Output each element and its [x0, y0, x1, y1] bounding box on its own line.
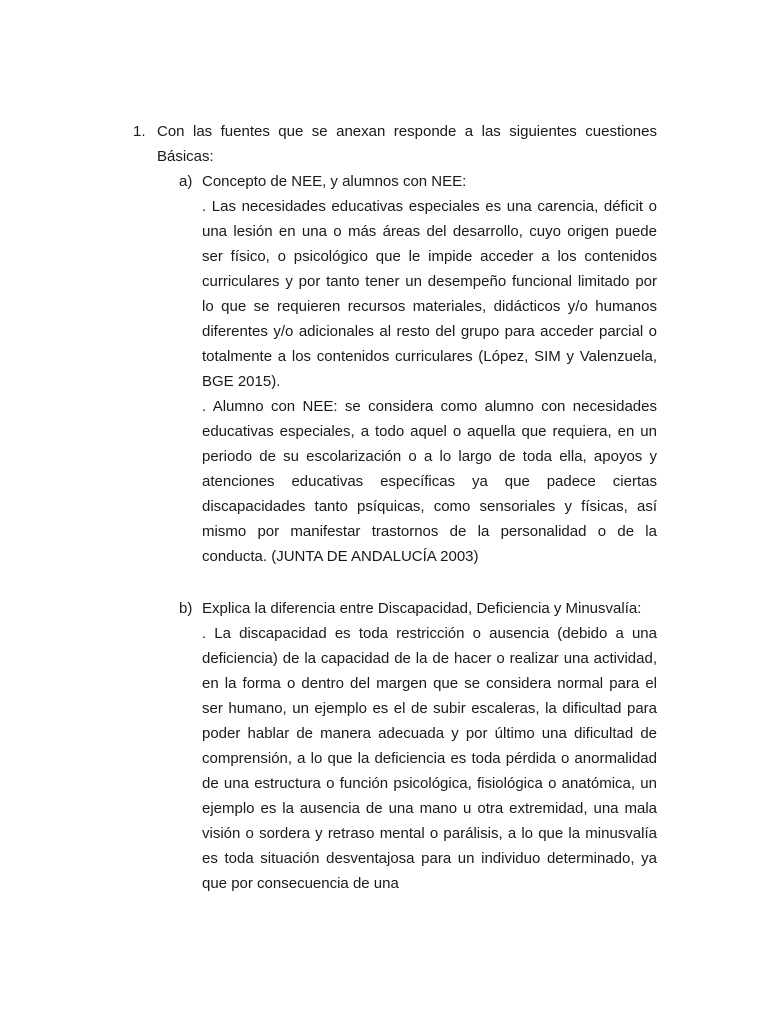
sub-item-b-paragraph-1: . La discapacidad es toda restricción o ausencia (debido a una deficiencia) de la capacidad de la de hacer o realizar una actividad, en la forma o dentro del margen que se considera normal para el ser humano, un ejemplo es el de subir escaleras, la dificultad para poder hablar de manera adecuada y por último una dificultad de comprensión, a lo que la deficiencia es toda pérdida o anormalidad de una estructura o función psicológica, fisiológica o anatómica, un ejemplo es la ausencia de una mano u otra extremidad, una mala visión o sordera y retraso mental o parálisis, a lo que la minusvalía es toda situación desventajosa para un individuo determinado, ya que por consecuencia de una — [202, 625, 657, 892]
sub-item-b-heading-line-1 — [202, 596, 657, 621]
list-item-number: 1. — [133, 123, 146, 140]
sub-item-a-paragraph-2: . Alumno con NEE: se considera como alumno con necesidades educativas especiales, a todo aquel o aquella que requiera, en un periodo de su escolarización o a lo largo de toda ella, apoyos y atenciones educativas específicas ya que padece ciertas discapacidades tanto psíquicas, como sensoriales y físicas, así mismo por manifestar trastornos de la personalidad o de la conducta. (JUNTA DE ANDALUCÍA 2003) — [202, 398, 657, 565]
sub-item-a-heading: Concepto de NEE, y alumnos con NEE: — [202, 173, 467, 190]
sub-item-a-marker: a) — [179, 173, 193, 190]
sub-item-b — [202, 596, 657, 896]
sub-item-b-marker: b) — [179, 600, 193, 617]
sub-item-a-paragraph-1: . Las necesidades educativas especiales es una carencia, déficit o una lesión en una o más áreas del desarrollo, cuyo origen puede ser físico, o psicológico que le impide acceder a los contenidos curriculares y por tanto tener un desempeño funcional limitado por lo que se requieren recursos materiales, didácticos y/o humanos diferentes y/o adicionales al resto del grupo para acceder parcial o totalmente a los contenidos curriculares (López, SIM y Valenzuela, BGE 2015). — [202, 198, 657, 390]
question-text: Con las fuentes que se anexan responde a las siguientes cuestiones Básicas: — [157, 123, 657, 165]
sub-item-b-heading: Explica la diferencia entre Discapacidad, Deficiencia y Minusvalía: — [202, 600, 642, 617]
sub-item-a — [202, 169, 657, 569]
